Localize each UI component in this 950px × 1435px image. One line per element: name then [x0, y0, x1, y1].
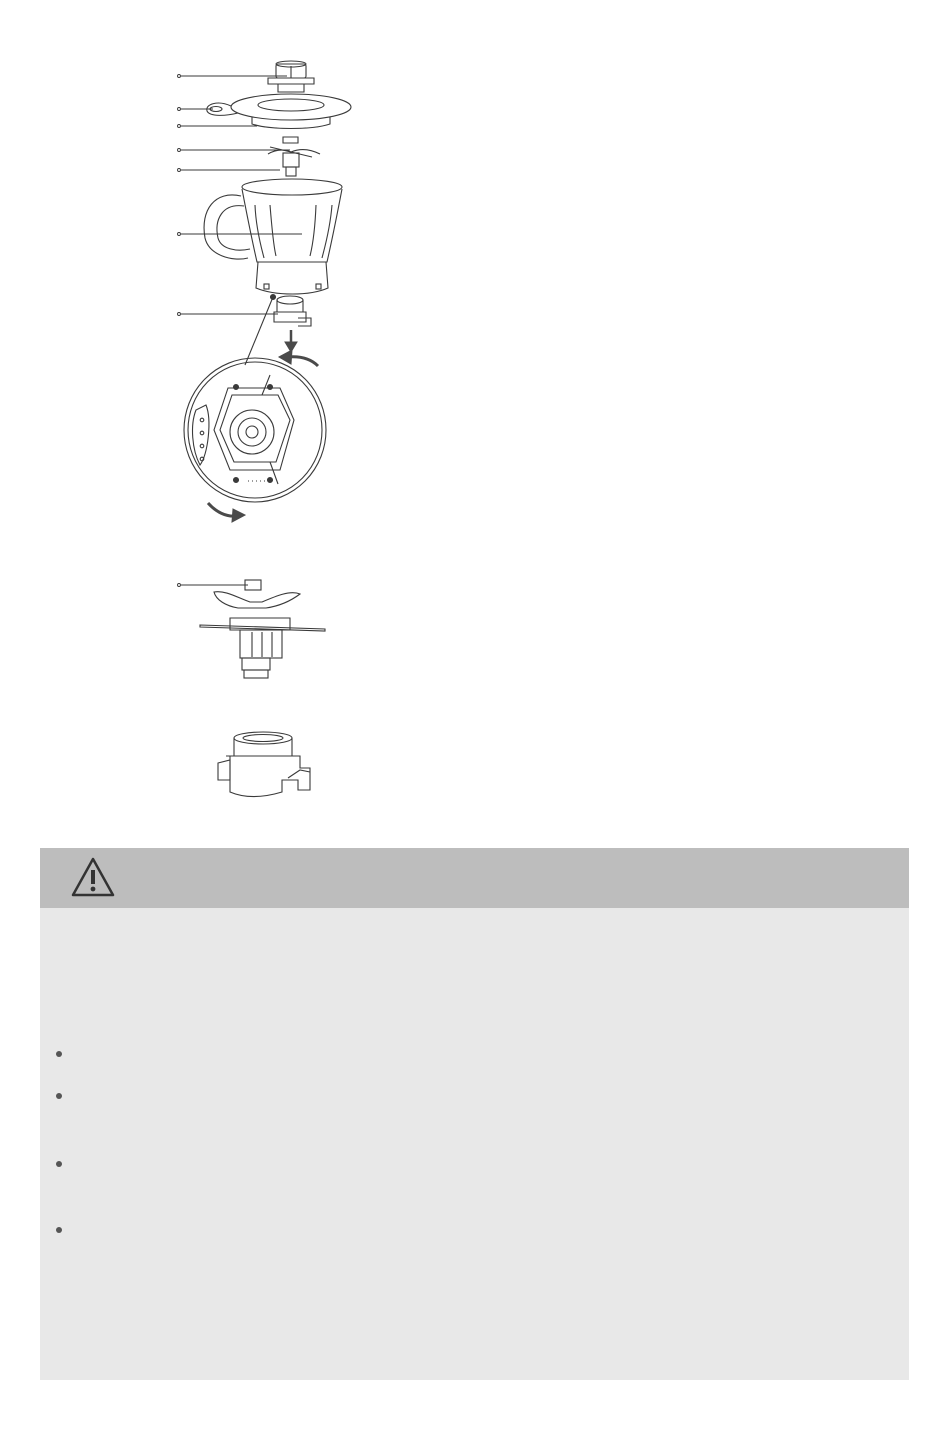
warning-triangle-icon: [70, 856, 116, 898]
bullet-marker: [56, 1227, 62, 1233]
callout-lines: [178, 75, 303, 587]
callout-dot: [178, 108, 181, 111]
callout-dot: [178, 584, 181, 587]
callout-dot: [178, 75, 181, 78]
callout-dot: [178, 149, 181, 152]
jug-base-underside: [184, 358, 326, 502]
bullet-marker: [56, 1051, 62, 1057]
jug-lid: [268, 61, 314, 92]
glass-jug: [204, 179, 342, 294]
warning-header: [40, 848, 909, 908]
callout-dot: [178, 233, 181, 236]
bullet-marker: [56, 1161, 62, 1167]
bullet-marker: [56, 1093, 62, 1099]
connector-line: [245, 297, 273, 365]
callout-dot: [178, 169, 181, 172]
rotation-arrow-bottom: [208, 503, 245, 522]
callout-dot: [178, 313, 181, 316]
lid-ring: [207, 94, 351, 129]
base-nut-detail: [218, 732, 310, 797]
rotation-arrow-top: [279, 350, 318, 366]
down-arrow: [285, 330, 297, 352]
blade-assembly-detail: [200, 580, 325, 678]
callout-dot: [178, 125, 181, 128]
blade-base-nut: [274, 296, 311, 326]
warning-body: [40, 908, 909, 1380]
